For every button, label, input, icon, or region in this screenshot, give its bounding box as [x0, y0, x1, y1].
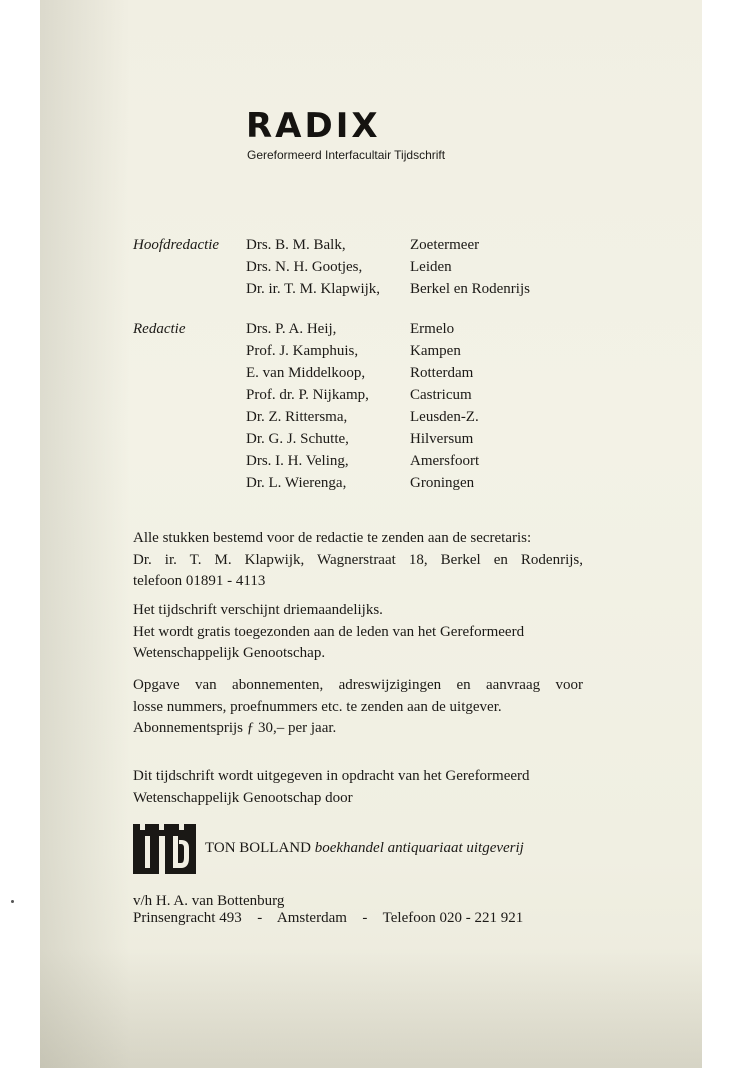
paragraph-line: Wetenschappelijk Genootschap.: [133, 645, 326, 661]
paragraph-line: Dit tijdschrift wordt uitgegeven in opdracht van het Gereformeerd: [133, 768, 530, 784]
journal-subtitle: Gereformeerd Interfacultair Tijdschrift: [247, 148, 446, 162]
editor-name: E. van Middelkoop,: [246, 365, 366, 381]
journal-title: RADIX: [246, 106, 381, 146]
editor-name: Prof. J. Kamphuis,: [246, 343, 359, 359]
frequency-paragraph: [133, 600, 583, 665]
editor-place: Zoetermeer: [410, 237, 480, 253]
page: [40, 0, 702, 1068]
editor-place: Amersfoort: [410, 453, 480, 469]
paragraph-line: Wetenschappelijk Genootschap door: [133, 789, 353, 806]
phone: Telefoon 020 - 221 921: [382, 910, 524, 926]
editor-place: Leiden: [410, 259, 452, 275]
editor-place: Leusden-Z.: [410, 409, 479, 425]
publisher-line: [205, 840, 524, 857]
address: Prinsengracht 493: [133, 910, 242, 926]
editor-place: Hilversum: [410, 431, 474, 447]
editor-place: Berkel en Rodenrijs: [410, 281, 530, 297]
scan-speck: [11, 900, 14, 903]
editor-name: Prof. dr. P. Nijkamp,: [246, 387, 369, 403]
tb-monogram-logo: [133, 824, 196, 874]
editor-place: Kampen: [410, 343, 461, 359]
paragraph-line: Abonnementsprijs ƒ 30,– per jaar.: [133, 720, 337, 736]
former-owner: v/h H. A. van Bottenburg: [133, 893, 285, 909]
editor-place: Ermelo: [410, 321, 455, 337]
paragraph-line: telefoon 01891 - 4113: [133, 573, 266, 589]
editor-name: Drs. P. A. Heij,: [246, 321, 337, 337]
editor-place: Groningen: [410, 475, 475, 491]
secretary-paragraph: [133, 528, 583, 593]
redactie-label: Redactie: [133, 321, 186, 337]
publisher-description: boekhandel antiquariaat uitgeverij: [314, 840, 524, 856]
subscription-paragraph: [133, 675, 583, 740]
publisher-address-line: [133, 910, 523, 927]
editor-name: Drs. B. M. Balk,: [246, 237, 346, 253]
editor-name: Drs. I. H. Veling,: [246, 453, 349, 469]
editor-name: Dr. ir. T. M. Klapwijk,: [246, 281, 381, 297]
paragraph-line: Dr. ir. T. M. Klapwijk, Wagnerstraat 18, Berkel en Rodenrijs,: [133, 551, 583, 568]
separator: -: [362, 910, 368, 926]
publisher-intro-paragraph: [133, 766, 583, 809]
paragraph-line: Het wordt gratis toegezonden aan de leden van het Gereformeerd: [133, 623, 525, 640]
publisher-name: TON BOLLAND: [205, 840, 311, 856]
paragraph-line: Het tijdschrift verschijnt driemaandelijks.: [133, 602, 383, 618]
separator: -: [257, 910, 263, 926]
paragraph-line: Opgave van abonnementen, adreswijzigingen en aanvraag voor: [133, 677, 583, 693]
editor-place: Castricum: [410, 387, 472, 403]
paragraph-line: Alle stukken bestemd voor de redactie te zenden aan de secretaris:: [133, 530, 532, 546]
hoofdredactie-label: Hoofdredactie: [133, 237, 220, 253]
paragraph-line: losse nummers, proefnummers etc. te zenden aan de uitgever.: [133, 698, 502, 715]
editor-name: Dr. Z. Rittersma,: [246, 409, 348, 425]
city: Amsterdam: [276, 910, 347, 926]
editor-name: Dr. G. J. Schutte,: [246, 431, 349, 447]
editor-name: Drs. N. H. Gootjes,: [246, 259, 363, 275]
editor-name: Dr. L. Wierenga,: [246, 475, 347, 491]
editor-place: Rotterdam: [410, 365, 474, 381]
